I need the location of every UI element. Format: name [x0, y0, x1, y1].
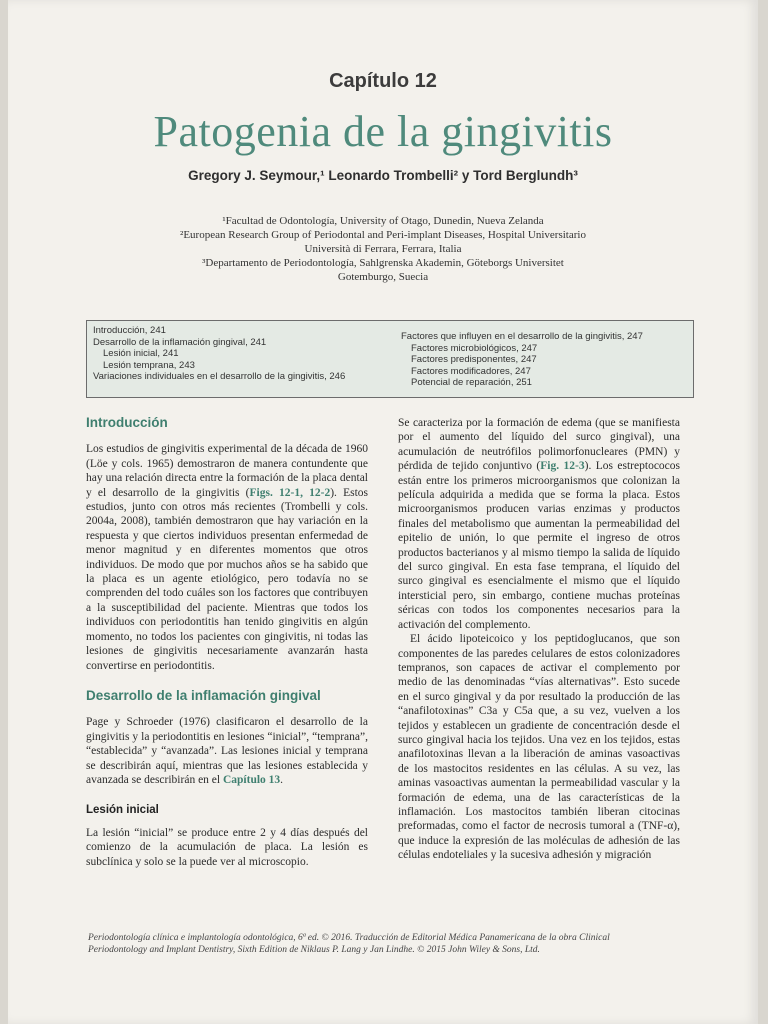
- page-footer: [88, 932, 688, 956]
- chapter-title: Patogenia de la gingivitis: [153, 107, 613, 156]
- subsection-heading-initial-lesion: Lesión inicial: [86, 804, 159, 817]
- toc-left-column: [93, 325, 345, 383]
- book-page: [8, 0, 758, 1024]
- table-of-contents: [86, 320, 694, 398]
- paragraph: Page y Schroeder (1976) clasificaron el desarrollo de la gingivitis y la periodontitis en lesiones “inicial”, “temprana”, “establecida” y “avanzada”. Las lesiones inicial y temprana se describirán aquí, mientras que las lesiones establecida y avanzada se describirán en el Capítulo 13.: [86, 716, 368, 786]
- affiliation-line: Gotemburgo, Suecia: [337, 271, 429, 283]
- right-column: [398, 416, 680, 863]
- section-heading-development: Desarrollo de la inflamación gingival: [86, 687, 321, 703]
- toc-item: Introducción, 241: [93, 325, 166, 336]
- paragraph: La lesión “inicial” se produce entre 2 y 4 días después del comienzo de la acumulación de placa. La lesión es subclínica y solo se la puede ver al microscopio.: [86, 826, 368, 868]
- footer-line: Periodontología clínica e implantología odontológica, 6ª ed. © 2016. Traducción de Editorial Médica Panamericana de la obra Clinical: [88, 933, 610, 943]
- paragraph: Los estudios de gingivitis experimental de la década de 1960 (Löe y cols. 1965) demostraron de manera contundente que hay una relación directa entre la formación de la placa dental y el desarrollo de la gingivitis (Figs. 12-1, 12-2). Estos estudios, junto con otros más recientes (Trombelli y cols. 2004a, 2008), también demostraron que hay variación en la respuesta y que ciertos individuos presentan enfermedad de menor magnitud y en diferentes momentos que otros individuos. De modo que por muchos años se ha sabido que la placa es un agente etiológico, pero todavía no se comprenden del todo cuáles son los factores que contribuyen a la susceptibilidad del paciente. Mientras que todos los individuos con periodontitis han tenido gingivitis en algún momento, no todos los pacientes con gingivitis, ni todas las lesiones de gingivitis necesariamente avanzarán hasta convertirse en periodontitis.: [86, 443, 368, 672]
- paragraph: El ácido lipoteicoico y los peptidoglucanos, que son componentes de las paredes celulares de estos colonizadores tempranos, son capaces de activar el complemento por medio de las denominadas “vías alternativas”. Esto sucede en el surco gingival y da por resultado la producción de las “anafilotoxinas” C3a y C5a que, a su vez, vuelven a los tejidos y establecen un gradiente de concentración desde el surco gingival hacia los tejidos. Una vez en los tejidos, estas anafilotoxinas llevan a la liberación de aminas vasoactivas de los mastocitos residentes en las células. A su vez, las aminas vasoactivas aumentan la permeabilidad vascular y la formación de edema, una de las características de la inflamación. Los mastocitos también liberan citocinas preformadas, como el factor de necrosis tumoral a (TNF-α), que induce la expresión de las moléculas de adhesión de las células endoteliales y la sucesiva adhesión y migración: [398, 633, 680, 862]
- authors-line: Gregory J. Seymour,¹ Leonardo Trombelli² y Tord Berglundh³: [188, 168, 578, 183]
- affiliation-line: ³Departamento de Periodontología, Sahlgrenska Akademin, Göteborgs Universitet: [202, 257, 564, 269]
- footer-line: Periodontology and Implant Dentistry, Sixth Edition de Niklaus P. Lang y Jan Lindhe. © 2015 John Wiley & Sons, Ltd.: [88, 945, 540, 955]
- affiliation-line: ¹Facultad de Odontología, University of Otago, Dunedin, Nueva Zelanda: [222, 215, 544, 227]
- toc-right-column: [401, 331, 643, 389]
- paragraph: Se caracteriza por la formación de edema (que se manifiesta por el aumento del líquido del surco gingival), una acumulación de neutrófilos polimorfonucleares (PMN) y pérdida de tejido conjuntivo (Fig. 12-3). Los estreptococos están entre los primeros microorganismos que colonizan la película adquirida a medida que se forma la placa. Estos microorganismos producen varias enzimas y productos finales del metabolismo que aumentan la permeabilidad del epitelio de unión, lo que permite el ingreso de otros productos bacterianos y al mismo tiempo la salida de líquido del surco gingival. En esta fase temprana, el líquido del surco gingival es esencialmente el mismo que el líquido intersticial pero, sin embargo, contiene muchas proteínas séricas con todos los componentes necesarios para la activación del complemento.: [398, 417, 680, 631]
- toc-item: Lesión temprana, 243: [103, 359, 195, 371]
- toc-item: Factores microbiológicos, 247: [411, 342, 538, 354]
- toc-item: Lesión inicial, 241: [103, 348, 179, 359]
- affiliation-line: Università di Ferrara, Ferrara, Italia: [304, 243, 462, 255]
- figure-reference: Fig. 12-3: [540, 460, 585, 473]
- chapter-label: Capítulo 12: [329, 70, 437, 92]
- toc-item: Factores que influyen en el desarrollo de la gingivitis, 247: [401, 331, 643, 342]
- affiliations: [8, 214, 758, 284]
- toc-item: Factores predisponentes, 247: [411, 354, 537, 365]
- affiliation-line: ²European Research Group of Periodontal and Peri-implant Diseases, Hospital Universitario: [180, 229, 586, 241]
- chapter-reference: Capítulo 13: [222, 773, 281, 786]
- toc-item: Variaciones individuales en el desarrollo de la gingivitis, 246: [93, 371, 346, 382]
- left-column: [86, 416, 368, 869]
- section-heading-introduction: Introducción: [86, 415, 168, 430]
- toc-item: Factores modificadores, 247: [411, 365, 531, 377]
- figure-reference: Figs. 12-1, 12-2: [249, 486, 331, 499]
- toc-item: Potencial de reparación, 251: [411, 377, 532, 388]
- toc-item: Desarrollo de la inflamación gingival, 241: [93, 336, 267, 348]
